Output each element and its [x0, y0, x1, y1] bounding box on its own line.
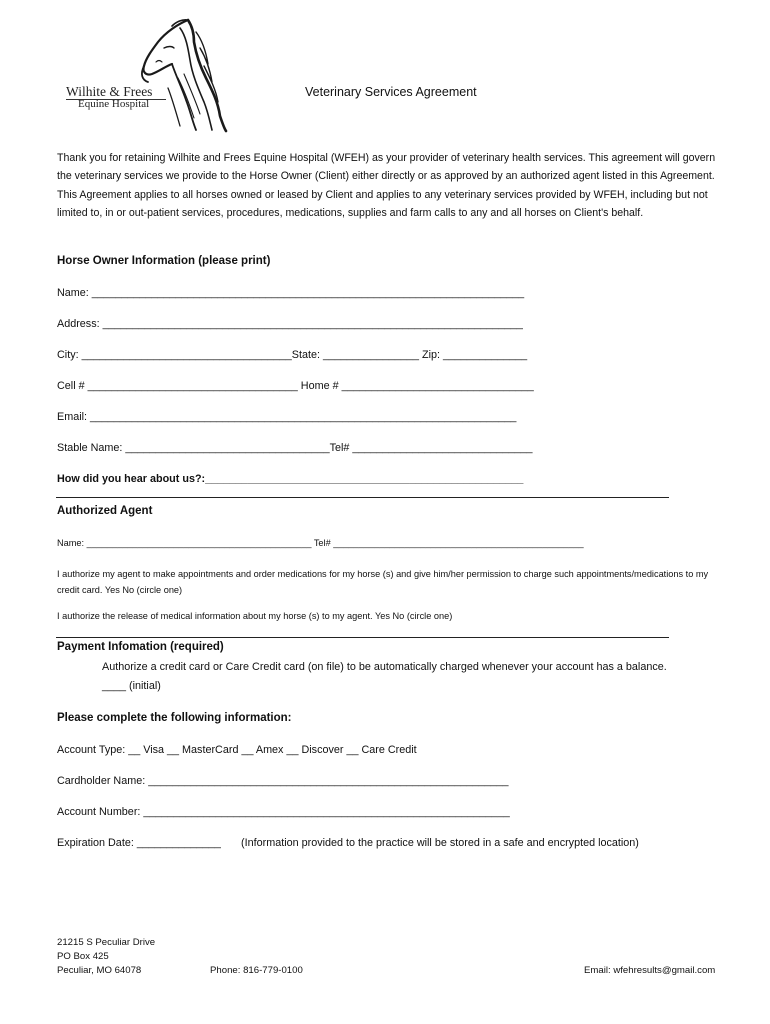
logo-name: Wilhite & Frees [66, 84, 153, 99]
owner-name-field[interactable]: Name: ________________________________________________________________________ [57, 287, 525, 299]
payment-heading: Payment Infomation (required) [57, 641, 224, 653]
logo-subtitle: Equine Hospital [78, 98, 150, 110]
account-number-field[interactable]: Account Number: _____________________________________________________________ [57, 806, 510, 818]
agent-records-consent[interactable]: I authorize the release of medical information about my horse (s) to my agent. Yes No (circle one) [57, 611, 453, 621]
owner-email-field[interactable]: Email: _______________________________________________________________________ [57, 411, 517, 423]
owner-address-field[interactable]: Address: ______________________________________________________________________ [57, 318, 523, 330]
section-divider [56, 637, 669, 638]
owner-phone-fields[interactable]: Cell # ___________________________________ Home # ________________________________ [57, 380, 534, 392]
section-divider [56, 497, 669, 498]
storage-note: (Information provided to the practice will be stored in a safe and encrypted location) [241, 837, 639, 849]
footer-phone: Phone: 816-779-0100 [210, 965, 303, 976]
stable-fields[interactable]: Stable Name: __________________________________Tel# ______________________________ [57, 442, 533, 454]
agent-name-tel-field[interactable]: Name: ____________________________________________ Tel# _________________________________________________ [57, 538, 584, 548]
payment-authorization-text: Authorize a credit card or Care Credit card (on file) to be automatically charged whenever your account has a balance. [102, 661, 667, 673]
document-title: Veterinary Services Agreement [305, 85, 477, 99]
footer-address-line-2: PO Box 425 [57, 951, 109, 962]
intro-paragraph: Thank you for retaining Wilhite and Frees Equine Hospital (WFEH) as your provider of veterinary health services. This agreement will govern the veterinary services we provide to the Horse Owner (Client) either directly or as approved by an authorized agent listed in this Agreement. This Agreement applies to all horses owned or leased by Client and applies to any veterinary services provided by WFEH, including but not limited to, in or out-patient services, procedures, medications, supplies and farm calls to any and all horses on Client's behalf. [57, 152, 716, 220]
owner-city-state-zip-field[interactable]: City: ___________________________________State: ________________ Zip: ______________ [57, 349, 528, 361]
owner-heading: Horse Owner Information (please print) [57, 255, 271, 267]
footer-address-line-3: Peculiar, MO 64078 [57, 965, 142, 976]
footer-email: Email: wfehresults@gmail.com [584, 965, 716, 976]
referral-field[interactable]: How did you hear about us?:_____________________________________________________ [57, 473, 524, 485]
account-type-field[interactable]: Account Type: __ Visa __ MasterCard __ Amex __ Discover __ Care Credit [57, 744, 417, 756]
payment-initial-field[interactable]: ____ (initial) [102, 680, 161, 692]
agent-appointments-consent[interactable]: I authorize my agent to make appointments and order medications for my horse (s) and give him/her permission to charge such appointments/medications to my credit card. Yes No (circle one) [57, 569, 709, 595]
horse-head-logo-icon [60, 18, 235, 133]
cardholder-name-field[interactable]: Cardholder Name: ____________________________________________________________ [57, 775, 509, 787]
expiration-date-field[interactable]: Expiration Date: ______________ [57, 837, 221, 849]
card-heading: Please complete the following information: [57, 712, 292, 724]
footer-address-line-1: 21215 S Peculiar Drive [57, 937, 156, 948]
agent-heading: Authorized Agent [57, 505, 153, 517]
